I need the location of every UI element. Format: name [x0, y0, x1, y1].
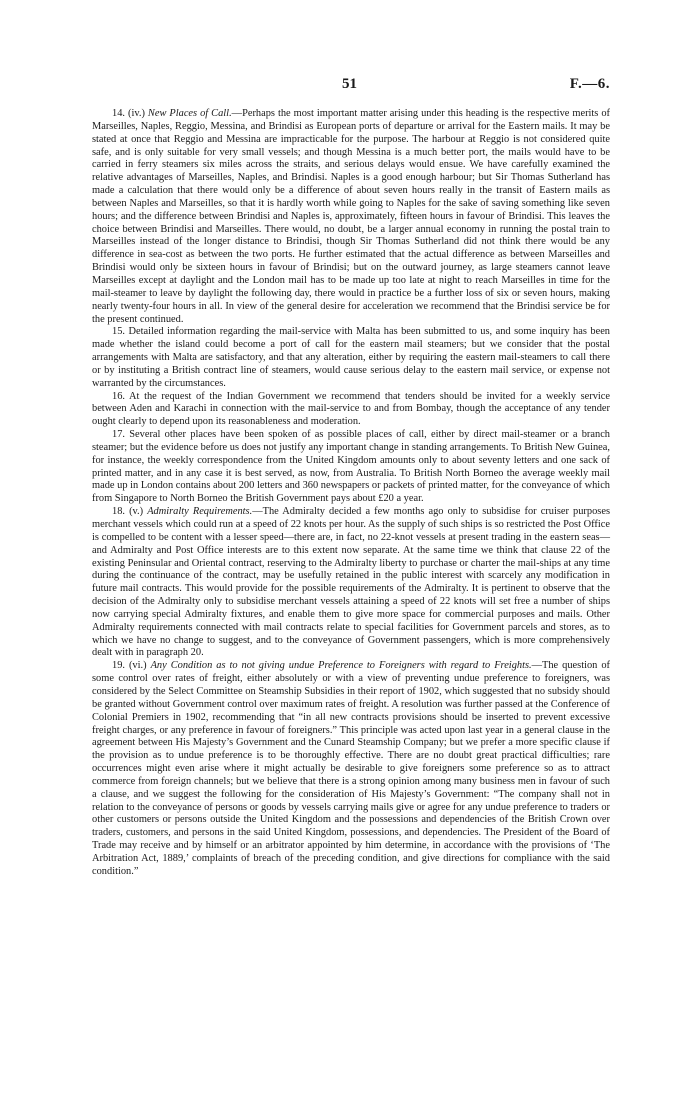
- section-heading: Admiralty Requirements.: [147, 506, 253, 518]
- paragraph-text: 17. Several other places have been spoken of as possible places of call, either by direct mail-steamer or a branch steamer; but the evidence before us does not justify any important change in standing arrangements. To British New Guinea, for instance, the weekly correspondence from the United Kingdom amounts only to about seventy letters and one sack of printed matter, and in any case it is best served, as now, from Australia. To British North Borneo the average weekly mail made up in London contains about 200 letters and 360 newspapers or packets of printed matter, for the conveyance of which from Singapore to North Borneo the British Government pays about £20 a year.: [92, 429, 610, 505]
- paragraph-14: [92, 108, 610, 326]
- page-number: 51: [342, 76, 357, 92]
- document-page: [92, 76, 610, 879]
- paragraph-lead: 14. (iv.): [112, 108, 148, 119]
- document-body: [92, 108, 610, 879]
- paragraph-text: 15. Detailed information regarding the mail-service with Malta has been submitted to us, and some inquiry has been made whether the island could become a port of call for the eastern mail steamers; but we consider that the postal arrangements with Malta are satisfactory, and that any alteration, either by requiring the eastern mail-steamers to call there or by instituting a British contract line of steamers, would cause serious delay to the eastern mail service, or expense not warranted by the circumstances.: [92, 326, 610, 389]
- page-reference: F.—6.: [569, 76, 610, 92]
- section-heading: New Places of Call.: [147, 108, 232, 119]
- paragraph-text: —The Admiralty decided a few months ago only to subsidise for cruiser purposes merchant vessels which could run at a speed of 22 knots per hour. As the supply of such ships is so restricted the Post Office is compelled to be content with a lesser speed—there are, in fact, no 22-knot vessels at present trading in the eastern seas—and Admiralty and Post Office interests are to this extent now separate. At the same time we think that clause 22 of the existing Peninsular and Oriental contract, reserving to the Admiralty liberty to purchase or charter the mail-ships at any time during the continuance of the contract, may be usefully retained in the public interest with scarcely any modification in future mail contracts. This would provide for the possible requirements of the Admiralty. It is pertinent to observe that the decision of the Admiralty only to subsidise merchant vessels attaining a speed of 22 knots will set free a number of ships now carrying special Admiralty fixtures, and enable them to give more space for commercial purposes and mails. Other Admiralty requirements connected with mail contracts relate to special facilities for Government parcels and stores, as to which we have no change to suggest, and to the conveyance of Government passengers, which is more comprehensively dealt with in paragraph 20.: [92, 506, 610, 659]
- page-header: [92, 76, 610, 96]
- paragraph-lead: 19. (vi.): [112, 660, 151, 672]
- paragraph-19: [92, 660, 610, 878]
- section-heading: Any Condition as to not giving undue Preference to Foreigners with regard to Freights.: [150, 660, 532, 672]
- paragraph-16: [92, 391, 610, 430]
- paragraph-text: —The question of some control over rates of freight, either absolutely or with a view of preventing undue preference to foreigners, was considered by the Select Committee on Steamship Subsidies in their report of 1902, which suggested that no subsidy should be granted without Government control over maximum rates of freight. A resolution was further passed at the Conference of Colonial Premiers in 1902, recommending that “in all new contracts provisions should be inserted to prevent excessive freight charges, or any preference in favour of foreigners.” This principle was acted upon last year in a general clause in the agreement between His Majesty’s Government and the Cunard Steamship Company; but we prefer a more specific clause if the provision as to undue preference is to be thoroughly effective. There are no doubt great practical difficulties; rare occurrences might even arise where it might actually be desirable to give foreigners some preference so as to attract commerce from foreign channels; but we believe that there is a strong opinion among many business men in favour of such a clause, and we suggest the following for the consideration of His Majesty’s Government: “The company shall not in relation to the conveyance of persons or goods by vessels carrying mails give or agree for any undue preference to traders or other customers or persons outside the United Kingdom and the possessions and dependencies of the British Crown over traders, customers, and persons in the said United Kingdom, possessions, and dependencies. The President of the Board of Trade may receive and by himself or an arbitrator appointed by him determine, in accordance with the provisions of ‘The Arbitration Act, 1889,’ complaints of breach of the preceding condition, and give directions for compliance with the said condition.”: [92, 660, 611, 877]
- paragraph-17: [92, 429, 610, 506]
- paragraph-text: 16. At the request of the Indian Government we recommend that tenders should be invited for a weekly service between Aden and Karachi in connection with the mail-service to and from Bombay, though the acceptance of any tender ought clearly to depend upon its reasonableness and moderation.: [92, 390, 610, 428]
- paragraph-text: —Perhaps the most important matter arising under this heading is the respective merits of Marseilles, Naples, Reggio, Messina, and Brindisi as European ports of departure or arrival for the Eastern mails. It may be stated at once that Reggio and Messina are impracticable for the purpose. The harbour at Reggio is not considered quite safe, and is only suitable for very small vessels; and though Messina is a much better port, the mails would have to be carried in ferry steamers six miles across the straits, and serious delays would ensue. We have carefully examined the relative advantages of Marseilles, Naples, and Brindisi. Naples is a good enough harbour; but Sir Thomas Sutherland has made a calculation that there would only be a difference of about seven hours really in the transit of Eastern mails as between Naples and Marseilles, so that it is hardly worth while going to Naples for the sake of saving something like seven hours; and the difference between Brindisi and Naples is, approximately, fifteen hours in favour of Brindisi. This leaves the choice between Brindisi and Marseilles. There would, no doubt, be a larger annual economy in running the postal train to Marseilles instead of the longer distance to Brindisi, though Sir Thomas Sutherland did not think there would be any difference in sea-cost as between the two ports. He further estimated that the actual difference as between Marseilles and Brindisi would only be sixteen hours in favour of Brindisi; but on the outward journey, as large steamers cannot leave Marseilles except at daylight and the London mail has to be made up too late at night to reach Marseilles in time for the mail-steamer to leave by daylight the following day, there would in practice be a further loss of six or seven hours, making nearly twenty-four hours in all. In view of the general desire for acceleration we recommend that the Brindisi service be for the present continued.: [92, 108, 611, 325]
- paragraph-15: [92, 326, 610, 390]
- paragraph-lead: 18. (v.): [112, 506, 148, 518]
- paragraph-18: [92, 506, 610, 660]
